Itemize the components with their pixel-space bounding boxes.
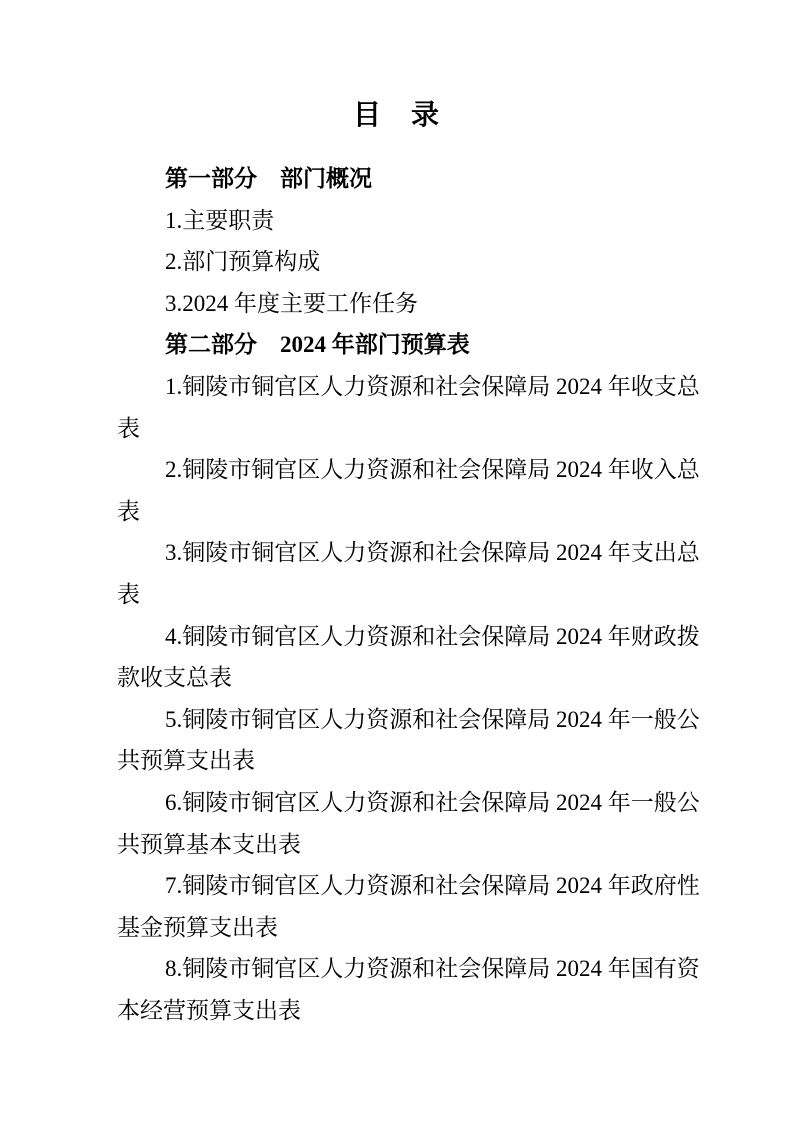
toc-entry: 3.2024 年度主要工作任务	[165, 290, 418, 316]
toc-entry-continuation: 基金预算支出表	[117, 914, 278, 940]
toc-entry-continuation: 表	[117, 415, 140, 441]
toc-entry: 4.铜陵市铜官区人力资源和社会保障局 2024 年财政拨	[165, 623, 700, 649]
toc-entry: 1.主要职责	[165, 207, 275, 233]
toc-entry-continuation: 本经营预算支出表	[117, 997, 301, 1023]
page-title: 目 录	[352, 100, 440, 131]
toc-entry: 5.铜陵市铜官区人力资源和社会保障局 2024 年一般公	[165, 706, 700, 732]
toc-entry-continuation: 表	[117, 581, 140, 607]
toc-entry: 1.铜陵市铜官区人力资源和社会保障局 2024 年收支总	[165, 373, 700, 399]
toc-entry-continuation: 共预算基本支出表	[117, 831, 301, 857]
toc-entry: 6.铜陵市铜官区人力资源和社会保障局 2024 年一般公	[165, 789, 700, 815]
toc-entry: 2.部门预算构成	[165, 249, 321, 275]
toc-entry: 7.铜陵市铜官区人力资源和社会保障局 2024 年政府性	[165, 873, 700, 899]
table-of-contents	[117, 158, 700, 1031]
toc-section-heading: 第一部分 部门概况	[165, 166, 372, 191]
toc-entry: 2.铜陵市铜官区人力资源和社会保障局 2024 年收入总	[165, 457, 700, 483]
toc-entry-continuation: 款收支总表	[117, 665, 232, 691]
toc-entry-continuation: 共预算支出表	[117, 748, 255, 774]
toc-entry: 8.铜陵市铜官区人力资源和社会保障局 2024 年国有资	[165, 956, 700, 982]
toc-section-heading: 第二部分 2024 年部门预算表	[165, 332, 470, 358]
toc-entry: 3.铜陵市铜官区人力资源和社会保障局 2024 年支出总	[165, 540, 700, 566]
toc-entry-continuation: 表	[117, 498, 140, 524]
